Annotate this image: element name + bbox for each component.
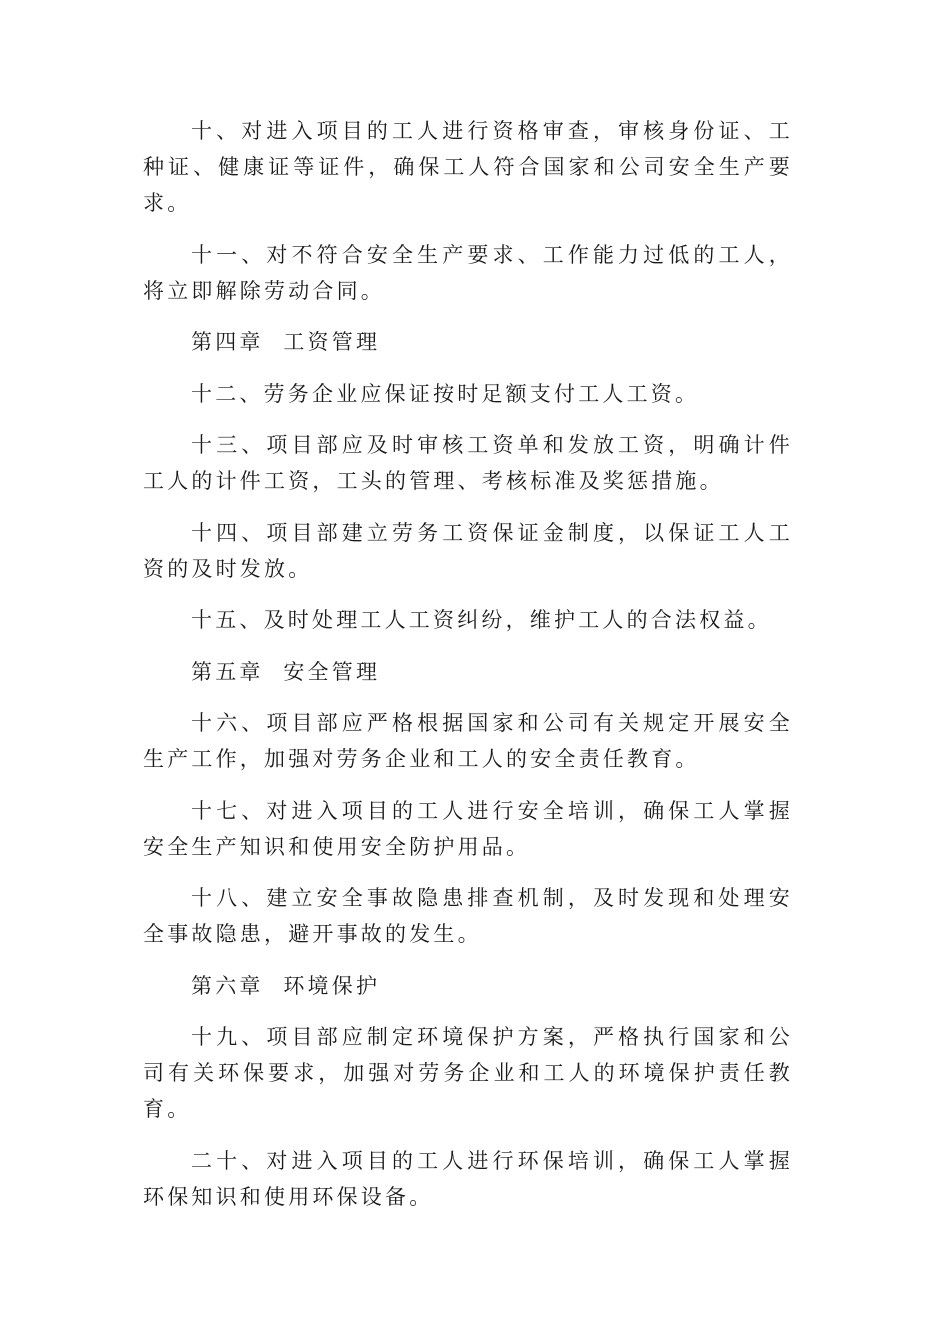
article-18: 十八、建立安全事故隐患排查机制，及时发现和处理安全事故隐患，避开事故的发生。 — [143, 886, 793, 946]
chapter-6-heading: 第六章 环境保护 — [191, 973, 381, 998]
article-13: 十三、项目部应及时审核工资单和发放工资，明确计件工人的计件工资，工头的管理、考核标准及奖惩措施。 — [143, 433, 793, 493]
article-16: 十六、项目部应严格根据国家和公司有关规定开展安全生产工作，加强对劳务企业和工人的安全责任教育。 — [143, 711, 793, 771]
article-11: 十一、对不符合安全生产要求、工作能力过低的工人，将立即解除劳动合同。 — [143, 242, 793, 303]
article-10: 十、对进入项目的工人进行资格审查，审核身份证、工种证、健康证等证件，确保工人符合国家和公司安全生产要求。 — [143, 119, 793, 215]
article-14: 十四、项目部建立劳务工资保证金制度，以保证工人工资的及时发放。 — [143, 520, 793, 581]
chapter-4-heading: 第四章 工资管理 — [191, 330, 381, 354]
article-15: 十五、及时处理工人工资纠纷，维护工人的合法权益。 — [191, 608, 772, 632]
article-20: 二十、对进入项目的工人进行环保培训，确保工人掌握环保知识和使用环保设备。 — [143, 1148, 793, 1209]
article-12: 十二、劳务企业应保证按时足额支付工人工资。 — [191, 381, 700, 406]
chapter-5-heading: 第五章 安全管理 — [191, 659, 381, 684]
article-17: 十七、对进入项目的工人进行安全培训，确保工人掌握安全生产知识和使用安全防护用品。 — [143, 798, 793, 859]
article-19: 十九、项目部应制定环境保护方案，严格执行国家和公司有关环保要求，加强对劳务企业和工人的环境保护责任教育。 — [143, 1025, 793, 1121]
document-body — [143, 113, 793, 1230]
